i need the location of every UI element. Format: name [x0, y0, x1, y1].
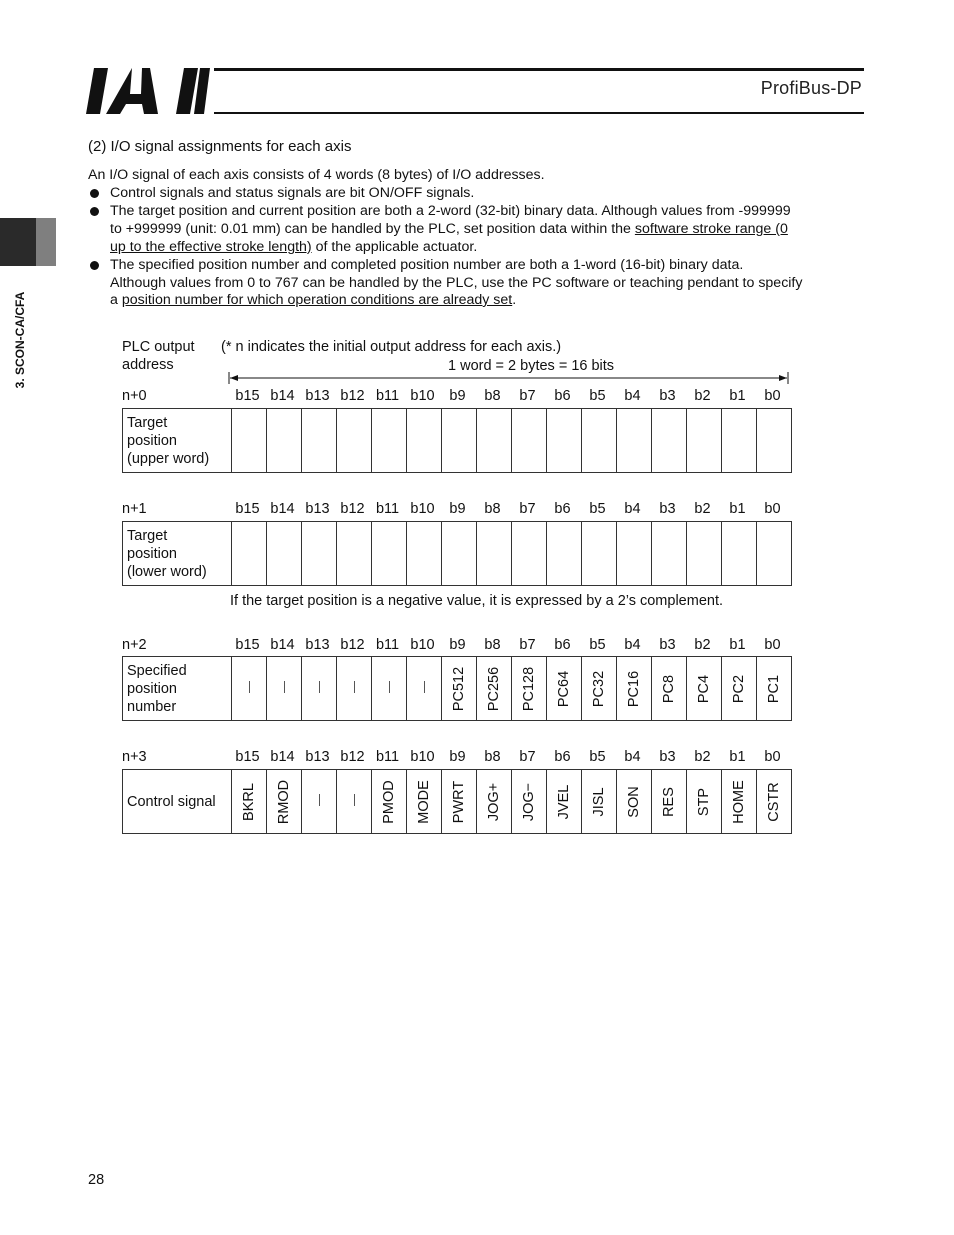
bit-label: b8 [484, 637, 501, 653]
bit-label: b14 [270, 637, 295, 653]
bit-cell [442, 409, 477, 473]
bit-cell [687, 522, 722, 586]
register-name-line: position [127, 545, 177, 562]
bit-label: b7 [519, 749, 536, 765]
bit-label: b12 [340, 749, 365, 765]
bit-label: b0 [764, 388, 781, 404]
bit-label: b14 [270, 501, 295, 517]
unused-bit-mark [319, 681, 320, 693]
bit-cell [652, 409, 687, 473]
page-number: 28 [88, 1172, 105, 1188]
bit-label: b10 [410, 749, 435, 765]
bullet-icon [90, 189, 99, 198]
bit-cell [547, 770, 582, 834]
signal-name: RMOD [276, 779, 292, 824]
bit-cell [407, 770, 442, 834]
product-name: ProfiBus-DP [760, 78, 862, 98]
bit-label: b7 [519, 501, 536, 517]
bit-label: b0 [764, 749, 781, 765]
bit-label: b15 [235, 749, 260, 765]
bit-cell [372, 657, 407, 721]
header-rule-bottom [214, 112, 864, 114]
negative-value-note: If the target position is a negative value, it is expressed by a 2’s complement. [230, 593, 723, 609]
bit-cell [582, 657, 617, 721]
plc-address-label: address [122, 357, 174, 373]
signal-name: HOME [731, 779, 747, 824]
bullet-icon [90, 261, 99, 270]
bit-cell [757, 522, 792, 586]
bit-label: b1 [729, 749, 746, 765]
bit-label: b7 [519, 637, 536, 653]
bit-label: b10 [410, 388, 435, 404]
register-name-line: number [127, 698, 177, 715]
register-name [123, 409, 232, 473]
signal-name: JOG+ [486, 782, 502, 821]
bit-label: b12 [340, 388, 365, 404]
bit-cell [757, 770, 792, 834]
bit-cell [547, 522, 582, 586]
bit-cell [512, 522, 547, 586]
bit-label: b3 [659, 637, 676, 653]
register-table [122, 769, 792, 834]
bit-cell [302, 657, 337, 721]
bit-label: b3 [659, 501, 676, 517]
signal-name: JISL [591, 786, 607, 817]
register-name-line: Target [127, 414, 168, 431]
word-size-label: 1 word = 2 bytes = 16 bits [448, 358, 615, 374]
bit-label: b14 [270, 749, 295, 765]
bit-label: b4 [624, 501, 641, 517]
bit-cell [337, 770, 372, 834]
bit-cell [337, 522, 372, 586]
register-row [123, 522, 792, 586]
bit-cell [722, 409, 757, 473]
bit-label: b13 [305, 749, 330, 765]
bit-label: b10 [410, 637, 435, 653]
bit-label: b9 [449, 637, 466, 653]
bit-label: b13 [305, 637, 330, 653]
bit-cell [757, 657, 792, 721]
bit-label: b13 [305, 388, 330, 404]
bit-cell [372, 409, 407, 473]
bit-cell [722, 522, 757, 586]
bullet-3-line-3: a position number for which operation conditions are already set. [110, 292, 517, 308]
bullet-3-line-1: The specified position number and completed position number are both a 1-word (16-bit) binary data. [110, 257, 744, 273]
plc-output-label: PLC output [122, 339, 195, 355]
signal-name: BKRL [241, 782, 257, 821]
bit-cell [617, 522, 652, 586]
bit-cell [267, 657, 302, 721]
bit-cell [302, 770, 337, 834]
bit-cell [407, 409, 442, 473]
address-label: n+0 [122, 388, 147, 404]
bit-label: b9 [449, 501, 466, 517]
bit-cell [687, 770, 722, 834]
signal-name: PC16 [626, 670, 642, 707]
bit-label: b3 [659, 749, 676, 765]
bullet-2-line-1: The target position and current position are both a 2-word (32-bit) binary data. Although values from -999999 [110, 203, 791, 219]
bit-label: b15 [235, 388, 260, 404]
bit-label: b0 [764, 501, 781, 517]
bit-cell [442, 770, 477, 834]
bit-cell [652, 657, 687, 721]
bit-label: b2 [694, 388, 711, 404]
bit-label: b5 [589, 637, 606, 653]
bit-span-arrow [226, 371, 792, 385]
bit-cell [512, 657, 547, 721]
register-row [123, 657, 792, 721]
bit-label: b1 [729, 501, 746, 517]
software-stroke-range-text: software stroke range (0 [634, 221, 788, 237]
bit-label: b11 [375, 501, 400, 517]
bit-cell [757, 409, 792, 473]
bit-cell [652, 522, 687, 586]
bit-cell [372, 770, 407, 834]
signal-name: SON [626, 785, 642, 818]
iai-logo [86, 66, 210, 116]
bullet-icon [90, 207, 99, 216]
bit-cell [477, 522, 512, 586]
bit-label: b5 [589, 388, 606, 404]
bit-header-row [122, 388, 790, 406]
bit-cell [232, 770, 267, 834]
bit-cell [232, 522, 267, 586]
bit-label: b15 [235, 637, 260, 653]
register-name-line: Control signal [127, 793, 216, 810]
bit-cell [617, 657, 652, 721]
bit-label: b4 [624, 749, 641, 765]
signal-name: PC2 [731, 674, 747, 703]
bit-label: b5 [589, 501, 606, 517]
bit-cell [407, 657, 442, 721]
bit-cell [652, 770, 687, 834]
bit-label: b13 [305, 501, 330, 517]
signal-name: PC128 [521, 666, 537, 711]
signal-name: PWRT [451, 780, 467, 823]
unused-bit-mark [319, 794, 320, 806]
bit-label: b1 [729, 388, 746, 404]
bit-cell [617, 409, 652, 473]
bit-cell [477, 409, 512, 473]
bit-cell [267, 770, 302, 834]
bit-cell [477, 770, 512, 834]
signal-name: STP [696, 787, 712, 816]
unused-bit-mark [424, 681, 425, 693]
position-number-text: position number for which operation conditions are already set [121, 292, 513, 308]
bit-cell [722, 657, 757, 721]
bit-label: b9 [449, 388, 466, 404]
bit-label: b2 [694, 501, 711, 517]
bit-cell [582, 770, 617, 834]
bit-cell [547, 409, 582, 473]
register-name [123, 770, 232, 834]
bit-cell [267, 409, 302, 473]
signal-name: CSTR [766, 781, 782, 822]
signal-name: PC64 [556, 670, 572, 707]
signal-name: PC8 [661, 674, 677, 703]
bit-cell [442, 657, 477, 721]
bit-label: b8 [484, 501, 501, 517]
bit-label: b8 [484, 388, 501, 404]
bit-label: b0 [764, 637, 781, 653]
bit-cell [687, 657, 722, 721]
register-name-line: position [127, 432, 177, 449]
bit-label: b6 [554, 388, 571, 404]
bit-cell [617, 770, 652, 834]
bit-cell [372, 522, 407, 586]
chapter-label: 3. SCON-CA/CFA [13, 291, 27, 389]
signal-name: RES [661, 786, 677, 817]
address-label: n+2 [122, 637, 147, 653]
bit-header-row [122, 749, 790, 767]
bullet-3-line-2: Although values from 0 to 767 can be handled by the PLC, use the PC software or teaching pendant to specify [110, 275, 803, 291]
register-table [122, 656, 792, 721]
bit-label: b11 [375, 637, 400, 653]
bit-cell [232, 409, 267, 473]
bullet-2-line-2: to +999999 (unit: 0.01 mm) can be handled by the PLC, set position data within the software stroke range (0 [110, 221, 788, 237]
register-name-line: position [127, 680, 177, 697]
bit-cell [337, 657, 372, 721]
bit-cell [267, 522, 302, 586]
signal-name: PC4 [696, 674, 712, 703]
bit-cell [477, 657, 512, 721]
unused-bit-mark [284, 681, 285, 693]
bit-label: b14 [270, 388, 295, 404]
bit-cell [442, 522, 477, 586]
bit-cell [582, 409, 617, 473]
side-tab-marker [0, 218, 36, 266]
bit-cell [547, 657, 582, 721]
bit-label: b4 [624, 637, 641, 653]
register-table [122, 408, 792, 473]
bit-header-row [122, 501, 790, 519]
bit-label: b8 [484, 749, 501, 765]
header-rule-top [214, 68, 864, 71]
bit-cell [407, 522, 442, 586]
bit-label: b2 [694, 749, 711, 765]
register-table [122, 521, 792, 586]
bit-label: b2 [694, 637, 711, 653]
signal-name: JOG− [521, 782, 537, 821]
address-note: (* n indicates the initial output address for each axis.) [221, 339, 562, 355]
bit-label: b10 [410, 501, 435, 517]
bit-cell [512, 409, 547, 473]
bit-header-row [122, 637, 790, 655]
address-label: n+1 [122, 501, 147, 517]
bit-cell [722, 770, 757, 834]
bit-cell [302, 522, 337, 586]
bit-label: b9 [449, 749, 466, 765]
bit-label: b12 [340, 637, 365, 653]
bit-label: b6 [554, 637, 571, 653]
signal-name: PC1 [766, 674, 782, 703]
bullet-1: Control signals and status signals are bit ON/OFF signals. [110, 185, 475, 201]
signal-name: PC256 [486, 666, 502, 711]
bit-label: b1 [729, 637, 746, 653]
bit-cell [302, 409, 337, 473]
register-row [123, 409, 792, 473]
bit-label: b6 [554, 749, 571, 765]
unused-bit-mark [249, 681, 250, 693]
bit-label: b6 [554, 501, 571, 517]
bit-label: b5 [589, 749, 606, 765]
bit-label: b7 [519, 388, 536, 404]
unused-bit-mark [354, 794, 355, 806]
register-row [123, 770, 792, 834]
section-title: (2) I/O signal assignments for each axis [88, 138, 352, 155]
side-tab-marker-light [36, 218, 56, 266]
bit-cell [232, 657, 267, 721]
address-label: n+3 [122, 749, 147, 765]
signal-name: MODE [416, 779, 432, 824]
bit-label: b4 [624, 388, 641, 404]
signal-name: JVEL [556, 784, 572, 819]
register-name-line: (lower word) [127, 563, 207, 580]
bit-label: b11 [375, 388, 400, 404]
register-name-line: Target [127, 527, 168, 544]
signal-name: PMOD [381, 779, 397, 824]
register-name-line: Specified [127, 662, 187, 679]
bit-cell [582, 522, 617, 586]
bullet-2-line-3: up to the effective stroke length) of the applicable actuator. [110, 239, 478, 255]
bit-label: b15 [235, 501, 260, 517]
signal-name: PC32 [591, 670, 607, 707]
bit-cell [337, 409, 372, 473]
bit-label: b3 [659, 388, 676, 404]
bit-label: b12 [340, 501, 365, 517]
unused-bit-mark [389, 681, 390, 693]
signal-name: PC512 [451, 666, 467, 711]
intro-text: An I/O signal of each axis consists of 4 words (8 bytes) of I/O addresses. [88, 167, 545, 183]
register-name-line: (upper word) [127, 450, 210, 467]
register-name [123, 522, 232, 586]
bit-cell [687, 409, 722, 473]
bit-cell [512, 770, 547, 834]
bit-label: b11 [375, 749, 400, 765]
register-name [123, 657, 232, 721]
unused-bit-mark [354, 681, 355, 693]
